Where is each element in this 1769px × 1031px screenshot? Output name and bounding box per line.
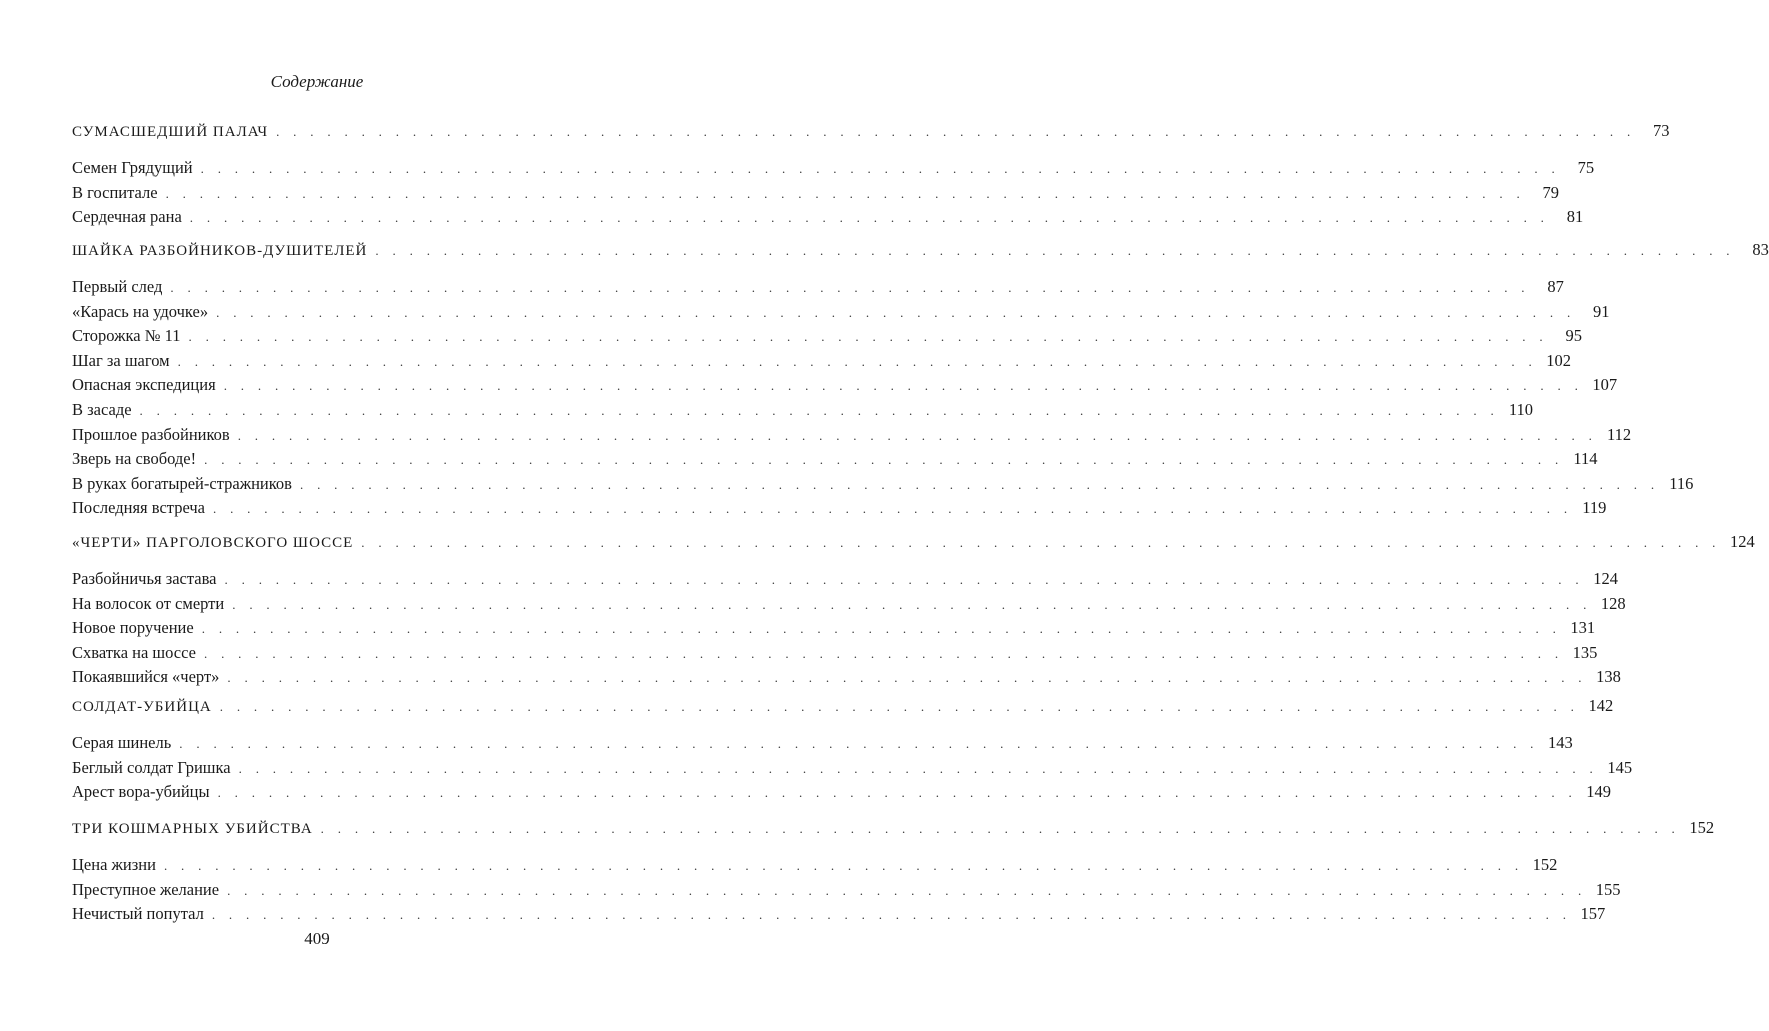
dot-leader: . . . . . . . . . . . . . . . . . . . . . . . . . . . . . . . . . . . . . . . . . . . . . . . . . . . . . . . . . . . . . . . . . . . . . . . . . . . . . . . .: [227, 670, 1587, 686]
entry-page: 145: [1607, 757, 1633, 777]
section-page: 83: [1752, 240, 1769, 259]
dot-leader: . . . . . . . . . . . . . . . . . . . . . . . . . . . . . . . . . . . . . . . . . . . . . . . . . . . . . . . . . . . . . . . . . . . . . . . . . . . . . . . .: [219, 699, 1580, 714]
toc-entry-row: [72, 156, 1595, 180]
dot-leader: . . . . . . . . . . . . . . . . . . . . . . . . . . . . . . . . . . . . . . . . . . . . . . . . . . . . . . . . . . . . . . . . . . . . . . . . . . . . . . . .: [237, 427, 1598, 443]
toc-section-row: [72, 530, 1755, 554]
entry-title: Сердечная рана: [72, 207, 182, 227]
entry-page: 116: [1669, 473, 1694, 493]
entry-page: 87: [1547, 277, 1564, 296]
entry-page: 110: [1508, 400, 1533, 419]
entry-page: 119: [1582, 498, 1607, 518]
dot-leader: . . . . . . . . . . . . . . . . . . . . . . . . . . . . . . . . . . . . . . . . . . . . . . . . . . . . . . . . . . . . . . . . . . . . . . . . . . . . . . . .: [203, 645, 1564, 661]
toc-entry-row: [72, 756, 1633, 780]
dot-leader: . . . . . . . . . . . . . . . . . . . . . . . . . . . . . . . . . . . . . . . . . . . . . . . . . . . . . . . . . . . . . . . . . . . . . . . . . . . . . . . .: [216, 304, 1576, 320]
entry-page: 138: [1596, 667, 1621, 687]
entry-title: Последняя встреча: [72, 498, 205, 518]
entry-title: Семен Грядущий: [72, 158, 193, 177]
dot-leader: . . . . . . . . . . . . . . . . . . . . . . . . . . . . . . . . . . . . . . . . . . . . . . . . . . . . . . . . . . . . . . . . . . . . . . . . . . . . . . . .: [320, 821, 1681, 836]
entry-title: Зверь на свободе!: [72, 449, 197, 469]
dot-leader: . . . . . . . . . . . . . . . . . . . . . . . . . . . . . . . . . . . . . . . . . . . . . . . . . . . . . . . . . . . . . . . . . . . . . . . . . . . . . . . .: [179, 736, 1539, 751]
entry-title: Покаявшийся «черт»: [72, 667, 220, 687]
entry-title: Арест вора-убийцы: [72, 782, 210, 802]
toc-section-row: [72, 119, 1670, 143]
section-title: СОЛДАТ-УБИЙЦА: [72, 699, 212, 715]
entry-title: «Карась на удочке»: [72, 301, 209, 321]
dot-leader: . . . . . . . . . . . . . . . . . . . . . . . . . . . . . . . . . . . . . . . . . . . . . . . . . . . . . . . . . . . . . . . . . . . . . . . . . . . . . . . .: [224, 572, 1584, 587]
dot-leader: . . . . . . . . . . . . . . . . . . . . . . . . . . . . . . . . . . . . . . . . . . . . . . . . . . . . . . . . . . . . . . . . . . . . . . . . . . . . . . . .: [139, 403, 1499, 418]
entry-title: В засаде: [72, 400, 132, 419]
entry-title: Беглый солдат Гришка: [72, 757, 231, 777]
dot-leader: . . . . . . . . . . . . . . . . . . . . . . . . . . . . . . . . . . . . . . . . . . . . . . . . . . . . . . . . . . . . . . . . . . . . . . . . . . . . . . . .: [188, 329, 1548, 345]
section-page: 152: [1689, 818, 1715, 837]
toc-entry-row: [72, 496, 1607, 520]
toc-entry-row: [72, 731, 1573, 755]
dot-leader: . . . . . . . . . . . . . . . . . . . . . . . . . . . . . . . . . . . . . . . . . . . . . . . . . . . . . . . . . . . . . . . . . . . . . . . . . . . . . . . .: [165, 185, 1526, 201]
entry-title: Опасная экспедиция: [72, 375, 216, 395]
toc-entry-row: [72, 472, 1694, 496]
toc-entry-row: [72, 780, 1612, 804]
section-title: СУМАСШЕДШИЙ ПАЛАЧ: [72, 124, 269, 140]
toc-entry-row: [72, 447, 1598, 471]
toc-entry-row: [72, 423, 1632, 447]
entry-title: В госпитале: [72, 182, 158, 202]
section-title: ШАЙКА РАЗБОЙНИКОВ-ДУШИТЕЛЕЙ: [72, 243, 368, 259]
toc-entry-row: [72, 205, 1584, 229]
dot-leader: . . . . . . . . . . . . . . . . . . . . . . . . . . . . . . . . . . . . . . . . . . . . . . . . . . . . . . . . . . . . . . . . . . . . . . . . . . . . . . . .: [200, 161, 1561, 176]
entry-page: 149: [1586, 782, 1612, 802]
toc-heading: Содержание: [270, 72, 364, 91]
entry-title: Шаг за шагом: [72, 350, 170, 370]
section-title: «ЧЕРТИ» ПАРГОЛОВСКОГО ШОССЕ: [72, 535, 354, 551]
entry-title: Серая шинель: [72, 733, 172, 752]
entry-title: Нечистый попутал: [72, 904, 204, 924]
dot-leader: . . . . . . . . . . . . . . . . . . . . . . . . . . . . . . . . . . . . . . . . . . . . . . . . . . . . . . . . . . . . . . . . . . . . . . . . . . . . . . . .: [211, 907, 1572, 923]
entry-page: 114: [1573, 449, 1598, 469]
toc-section-row: [72, 816, 1715, 840]
toc-entry-row: [72, 181, 1560, 205]
dot-leader: . . . . . . . . . . . . . . . . . . . . . . . . . . . . . . . . . . . . . . . . . . . . . . . . . . . . . . . . . . . . . . . . . . . . . . . . . . . . . . . .: [375, 243, 1735, 258]
dot-leader: . . . . . . . . . . . . . . . . . . . . . . . . . . . . . . . . . . . . . . . . . . . . . . . . . . . . . . . . . . . . . . . . . . . . . . . . . . . . . . . .: [170, 280, 1530, 295]
entry-page: 155: [1595, 879, 1621, 899]
toc-entry-row: [72, 878, 1621, 902]
entry-page: 128: [1600, 593, 1626, 613]
toc-entry-row: [72, 616, 1596, 640]
entry-title: В руках богатырей-стражников: [72, 473, 292, 493]
section-page: 73: [1653, 121, 1670, 140]
toc-entry-row: [72, 275, 1564, 299]
entry-title: Сторожка № 11: [72, 326, 181, 346]
entry-page: 95: [1565, 326, 1582, 346]
dot-leader: . . . . . . . . . . . . . . . . . . . . . . . . . . . . . . . . . . . . . . . . . . . . . . . . . . . . . . . . . . . . . . . . . . . . . . . . . . . . . . . .: [227, 882, 1587, 898]
toc-entry-row: [72, 641, 1598, 665]
section-page: 124: [1729, 532, 1755, 551]
entry-title: Новое поручение: [72, 618, 194, 638]
entry-title: Разбойничья застава: [72, 569, 217, 588]
dot-leader: . . . . . . . . . . . . . . . . . . . . . . . . . . . . . . . . . . . . . . . . . . . . . . . . . . . . . . . . . . . . . . . . . . . . . . . . . . . . . . . .: [223, 378, 1584, 394]
dot-leader: . . . . . . . . . . . . . . . . . . . . . . . . . . . . . . . . . . . . . . . . . . . . . . . . . . . . . . . . . . . . . . . . . . . . . . . . . . . . . . . .: [204, 452, 1564, 468]
dot-leader: . . . . . . . . . . . . . . . . . . . . . . . . . . . . . . . . . . . . . . . . . . . . . . . . . . . . . . . . . . . . . . . . . . . . . . . . . . . . . . . .: [299, 476, 1660, 492]
toc-entry-row: [72, 665, 1621, 689]
dot-leader: . . . . . . . . . . . . . . . . . . . . . . . . . . . . . . . . . . . . . . . . . . . . . . . . . . . . . . . . . . . . . . . . . . . . . . . . . . . . . . . .: [232, 596, 1592, 612]
toc-entry-row: [72, 567, 1618, 591]
entry-page: 75: [1577, 158, 1595, 177]
entry-page: 79: [1542, 182, 1560, 202]
toc-entry-row: [72, 324, 1582, 348]
dot-leader: . . . . . . . . . . . . . . . . . . . . . . . . . . . . . . . . . . . . . . . . . . . . . . . . . . . . . . . . . . . . . . . . . . . . . . . . . . . . . . . .: [361, 535, 1721, 550]
page-number: 409: [304, 929, 330, 948]
entry-title: На волосок от смерти: [72, 593, 225, 613]
dot-leader: . . . . . . . . . . . . . . . . . . . . . . . . . . . . . . . . . . . . . . . . . . . . . . . . . . . . . . . . . . . . . . . . . . . . . . . . . . . . . . . .: [177, 353, 1538, 369]
toc-section-row: [72, 238, 1769, 262]
entry-title: Первый след: [72, 277, 163, 296]
section-page: 142: [1588, 696, 1614, 715]
toc-entry-row: [72, 349, 1572, 373]
entry-page: 143: [1547, 733, 1573, 752]
entry-page: 157: [1580, 904, 1606, 924]
entry-title: Схватка на шоссе: [72, 642, 196, 662]
dot-leader: . . . . . . . . . . . . . . . . . . . . . . . . . . . . . . . . . . . . . . . . . . . . . . . . . . . . . . . . . . . . . . . . . . . . . . . . . . . . . . . .: [212, 501, 1573, 517]
entry-page: 112: [1607, 424, 1632, 444]
entry-title: Цена жизни: [72, 855, 156, 874]
toc-entry-row: [72, 373, 1618, 397]
entry-page: 107: [1592, 375, 1618, 395]
entry-page: 102: [1546, 350, 1572, 370]
entry-page: 131: [1570, 618, 1596, 638]
toc-entry-row: [72, 300, 1610, 324]
toc-section-row: [72, 694, 1614, 718]
dot-leader: . . . . . . . . . . . . . . . . . . . . . . . . . . . . . . . . . . . . . . . . . . . . . . . . . . . . . . . . . . . . . . . . . . . . . . . . . . . . . . . .: [276, 124, 1636, 139]
entry-page: 81: [1566, 207, 1584, 227]
entry-title: Преступное желание: [72, 879, 220, 899]
toc-entry-row: [72, 853, 1558, 877]
entry-page: 91: [1593, 301, 1610, 321]
dot-leader: . . . . . . . . . . . . . . . . . . . . . . . . . . . . . . . . . . . . . . . . . . . . . . . . . . . . . . . . . . . . . . . . . . . . . . . . . . . . . . . .: [189, 210, 1550, 226]
section-title: ТРИ КОШМАРНЫХ УБИЙСТВА: [72, 821, 313, 837]
entry-page: 135: [1572, 642, 1598, 662]
entry-page: 124: [1593, 569, 1618, 588]
toc-entry-row: [72, 902, 1606, 926]
dot-leader: . . . . . . . . . . . . . . . . . . . . . . . . . . . . . . . . . . . . . . . . . . . . . . . . . . . . . . . . . . . . . . . . . . . . . . . . . . . . . . . .: [217, 785, 1578, 801]
dot-leader: . . . . . . . . . . . . . . . . . . . . . . . . . . . . . . . . . . . . . . . . . . . . . . . . . . . . . . . . . . . . . . . . . . . . . . . . . . . . . . . .: [201, 621, 1562, 637]
entry-title: Прошлое разбойников: [72, 424, 230, 444]
entry-page: 152: [1532, 855, 1558, 874]
dot-leader: . . . . . . . . . . . . . . . . . . . . . . . . . . . . . . . . . . . . . . . . . . . . . . . . . . . . . . . . . . . . . . . . . . . . . . . . . . . . . . . .: [238, 760, 1599, 776]
dot-leader: . . . . . . . . . . . . . . . . . . . . . . . . . . . . . . . . . . . . . . . . . . . . . . . . . . . . . . . . . . . . . . . . . . . . . . . . . . . . . . . .: [163, 858, 1524, 873]
toc-entry-row: [72, 592, 1626, 616]
toc-entry-row: [72, 398, 1533, 422]
